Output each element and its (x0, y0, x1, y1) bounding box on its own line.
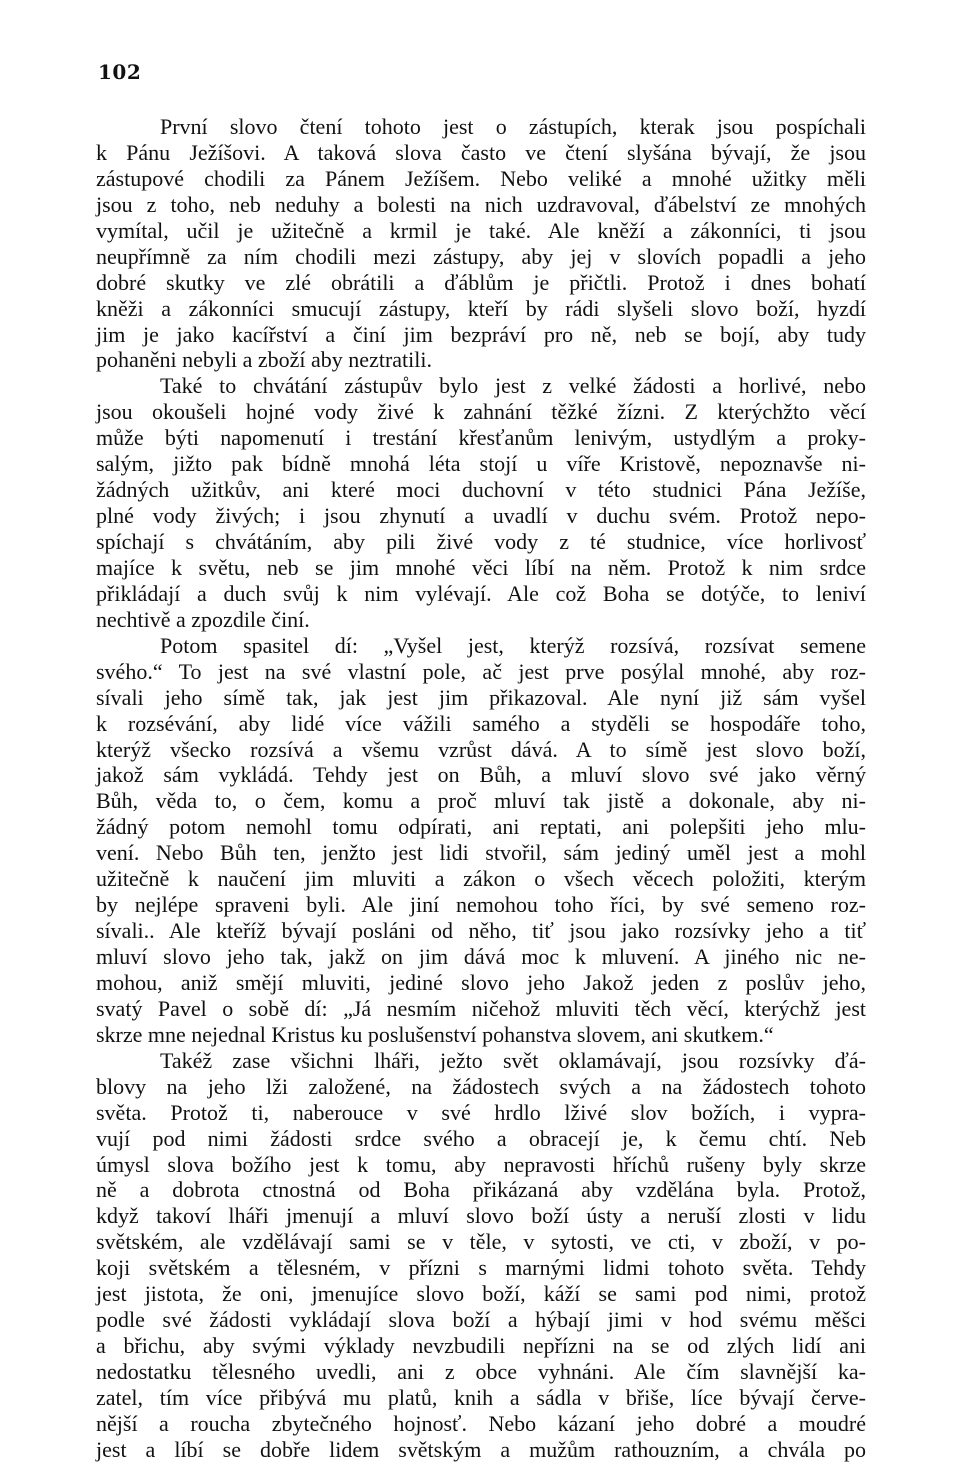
page-number: 102 (98, 60, 142, 84)
text-line: kterýž všecko rozsívá a všemu vzrůst dává. A to símě jest slovo boží, (96, 736, 866, 762)
text-line: když takoví lháři jmenují a mluví slovo boží ústy a neruší zlosti v lidu (96, 1203, 866, 1229)
text-line: sívali jeho símě tak, jak jest jim přikazoval. Ale nyní již sám vyšel (96, 684, 866, 710)
text-line: majíce k světu, neb se jim mnohé věci líbí na něm. Protož k nim srdce (96, 554, 866, 580)
text-line: jest jistota, že oni, jmenujíce slovo boží, káží se sami pod nimi, protož (96, 1281, 866, 1307)
text-line: jsou z toho, neb neduhy a bolesti na nich uzdravoval, ďábelství ze mnohých (96, 191, 866, 217)
text-line: zatel, tím více přibývá mu platů, knih a sádla v břiše, líce bývají červe- (96, 1384, 866, 1410)
text-line: jest a líbí se dobře lidem světským a mužům rathouzním, a chvála po (96, 1436, 866, 1462)
text-line: jsou okoušeli hojné vody živé k zahnání těžké žízni. Z kterýchžto věcí (96, 399, 866, 425)
text-line: žádných užitkův, ani které moci duchovní v této studnici Pána Ježíše, (96, 477, 866, 503)
text-line: svého.“ To jest na své vlastní pole, ač jest prve posýlal mnohé, aby roz- (96, 658, 866, 684)
text-line: koji světském a tělesném, v přízni s marnými lidmi tohoto světa. Tehdy (96, 1255, 866, 1281)
text-line: světa. Protož ti, naberouce v své hrdlo lživé slov božích, i vypra- (96, 1099, 866, 1125)
text-line: světském, ale vzdělávají sami se v těle, v sytosti, ve cti, v zboží, v po- (96, 1229, 866, 1255)
text-line: vymítal, učil je užitečně a krmil je také. Ale kněží a zákonníci, ti jsou (96, 217, 866, 243)
text-line: nedostatku tělesného uvedli, ani z obce vyhnáni. Ale čím slavnější ka- (96, 1359, 866, 1384)
text-line: Také to chvátání zástupův bylo jest z velké žádosti a horlivé, nebo (160, 373, 866, 399)
text-line: žádný potom nemohl tomu odpírati, ani reptati, ani polepšiti jeho mlu- (96, 814, 866, 840)
text-line: vení. Nebo Bůh ten, jenžto jest lidi stvořil, sám jediný uměl jest a mohl (96, 840, 866, 866)
text-line: ně a dobrota ctnostná od Boha přikázaná aby vzdělána byla. Protož, (96, 1177, 866, 1203)
text-line: neupřímně za ním chodili mezi zástupy, aby jej v slovích popadli a jeho (96, 243, 866, 269)
text-line: dobré skutky ve zlé obrátili a ďáblům je přičtli. Protož i dnes bohatí (96, 269, 866, 295)
text-line: pohaněni nebyli a zboží aby neztratili. (96, 347, 432, 373)
text-line: nější a roucha zbytečného hojnosť. Nebo kázaní jeho dobré a moudré (96, 1410, 866, 1436)
text-line: k Pánu Ježíšovi. A taková slova často ve čtení slyšána bývají, že jsou (96, 139, 866, 165)
text-line: skrze mne nejednal Kristus ku poslušenství pohanstva slovem, ani skutkem.“ (96, 1021, 774, 1047)
body-text (96, 114, 866, 1463)
text-line: přikládají a duch svůj k nim vylévají. Ale což Boha se dotýče, to leniví (96, 580, 866, 606)
text-line: zástupové chodili za Pánem Ježíšem. Nebo veliké a mnohé užitky měli (96, 165, 866, 191)
text-line: plné vody živých; i jsou zhynutí a uvadlí v duchu svém. Protož nepo- (96, 503, 866, 529)
text-line: a břichu, aby svými výklady nevzbudili nepřízni na se od zlých lidí ani (96, 1333, 866, 1359)
text-line: vují pod nimi žádosti srdce svého a obracejí je, k čemu chtí. Neb (96, 1125, 866, 1151)
text-line: salým, jižto pak bídně mnohá léta stojí u víře Kristově, nepoznavše ni- (96, 451, 866, 477)
text-line: spíchají s chvátáním, aby pili živé vody z té studnice, více horlivosť (96, 529, 866, 554)
text-line: Potom spasitel dí: „Vyšel jest, kterýž rozsívá, rozsívat semene (160, 632, 866, 658)
text-line: mluví slovo jeho tak, jakž on jim dává moc k mluvení. A jiného nic ne- (96, 944, 866, 969)
text-line: podle své žádosti vykládají slova boží a hýbají jimi v hod svému měšci (96, 1307, 866, 1333)
text-line: sívali.. Ale kteříž bývají posláni od něho, tiť jsou jako rozsívky jeho a tiť (96, 918, 866, 944)
text-line: k rozsévání, aby lidé více vážili samého a styděli se hospodáře toho, (96, 710, 866, 736)
text-line: může býti napomenutí i trestání křesťanům lenivým, ustydlým a proky- (96, 425, 866, 451)
text-line: Bůh, věda to, o čem, komu a proč mluví tak jistě a dokonale, aby ni- (96, 788, 866, 814)
text-line: První slovo čtení tohoto jest o zástupích, kterak jsou pospíchali (160, 114, 866, 139)
text-line: úmysl slova božího jest k tomu, aby nepravosti hříchů rušeny byly skrze (96, 1151, 866, 1177)
text-line: Takéž zase všichni lháři, ježto svět oklamávají, jsou rozsívky ďá- (160, 1047, 866, 1073)
text-line: svatý Pavel o sobě dí: „Já nesmím ničehož mluviti těch věcí, kterýchž jest (96, 995, 866, 1021)
text-line: mohou, aniž smějí mluviti, jediné slovo jeho Jakož jeden z poslův jeho, (96, 969, 866, 995)
text-line: jakož sám vykládá. Tehdy jest on Bůh, a mluví slovo své jako věrný (96, 762, 866, 788)
text-line: jim je jako kacířství a činí jim bezpráví pro ně, neb se bojí, aby tudy (96, 321, 866, 347)
text-line: by nejlépe spraveni byli. Ale jiní nemohou toho říci, by své semeno roz- (96, 892, 866, 918)
text-line: blovy na jeho lži založené, na žádostech svých a na žádostech tohoto (96, 1073, 866, 1099)
text-line: kněži a zákonníci smucují zástupy, kteří by rádi slyšeli slovo boží, hyzdí (96, 295, 866, 321)
text-line: užitečně k naučení jim mluviti a zákon o všech věcech položiti, kterým (96, 866, 866, 892)
text-line: nechtivě a zpozdile činí. (96, 606, 310, 632)
